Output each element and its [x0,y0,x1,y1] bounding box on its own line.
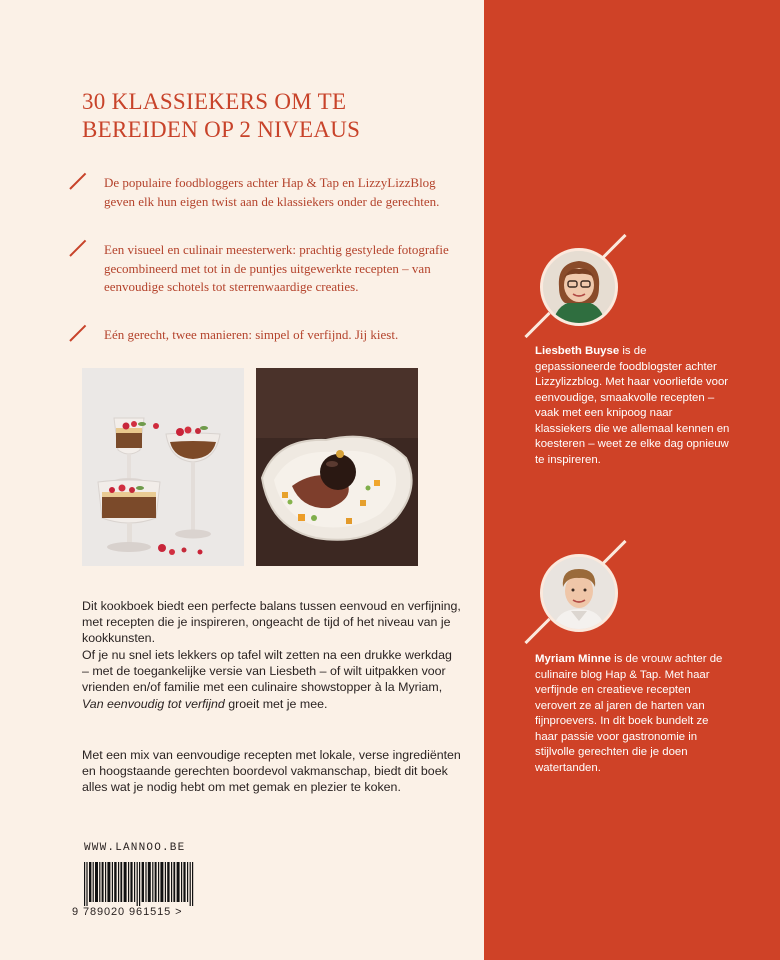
author-name-liesbeth: Liesbeth Buyse [535,345,620,357]
bullet-text: Eén gerecht, twee manieren: simpel of verfijnd. Jij kiest. [104,327,399,342]
author-portrait-myriam [528,544,628,636]
slash-icon [69,325,86,342]
headline-line-1: 30 KLASSIEKERS OM TE [82,89,347,114]
bullet-item [70,241,460,297]
barcode [84,862,196,906]
avatar [540,248,618,326]
bullet-item [70,326,460,345]
author-portrait-liesbeth [528,238,628,330]
bullet-text: De populaire foodbloggers achter Hap & Tap en LizzyLizzBlog geven elk hun eigen twist aan de klassiekers onder de gerechten. [104,175,440,209]
author-bio-text: is de vrouw achter de culinaire blog Hap & Tap. Met haar verfijnde en creatieve recepten verovert ze al jaren de harten van fijnproevers. In dit boek bundelt ze haar passie voor gastronomie in stijlvolle gerechten die je doen watertanden. [535,653,723,774]
book-title-italic: Van eenvoudig tot verfijnd [82,696,225,711]
body-paragraph-2 [82,647,462,712]
bullet-item [70,174,460,211]
author-bio-liesbeth [535,344,730,468]
author-name-myriam: Myriam Minne [535,653,611,665]
portrait-accent-line [600,540,626,566]
isbn-number: 9 789020 961515 > [72,906,183,918]
body-paragraph-2-start: Of je nu snel iets lekkers op tafel wilt zetten na een drukke werkdag – met de toegankelijke versie van Liesbeth – of wilt uitpakken voor vrienden en/of familie met een culinaire showstopper à la Myriam, [82,648,452,695]
plated-dessert-photo [256,368,418,566]
back-cover-right-panel [484,0,780,960]
headline-line-2: BEREIDEN OP 2 NIVEAUS [82,117,361,142]
dessert-glasses-photo [82,368,244,566]
body-paragraph-1: Dit kookboek biedt een perfecte balans tussen eenvoud en verfijning, met recepten die je inspireren, ongeacht de tijd of het niveau van je kookkunsten. [82,599,461,646]
portrait-accent-line [600,234,626,260]
author-bio-text: is de gepassioneerde foodblogster achter Lizzylizzblog. Met haar voorliefde voor eenvoudige, smaakvolle recepten – vaak met een knipoog naar klassiekers die we allemaal kennen en koesteren – weet ze elke dag opnieuw te inspireren. [535,345,730,466]
cover-headline [82,88,462,144]
avatar [540,554,618,632]
author-bio-myriam [535,652,730,776]
body-paragraph-2-end: groeit met je mee. [224,696,328,711]
slash-icon [69,173,86,190]
publisher-website: WWW.LANNOO.BE [84,842,186,854]
slash-icon [69,240,86,257]
bullet-text: Een visueel en culinair meesterwerk: prachtig gestylede fotografie gecombineerd met tot in de puntjes uitgewerkte recepten – van eenvoudige schotels tot sterrenwaardige creaties. [104,242,449,294]
body-paragraph-3: Met een mix van eenvoudige recepten met lokale, verse ingrediënten en hoogstaande gerechten boordevol vakmanschap, biedt dit boek alles wat je nodig hebt om met gemak en plezier te koken. [82,748,461,795]
